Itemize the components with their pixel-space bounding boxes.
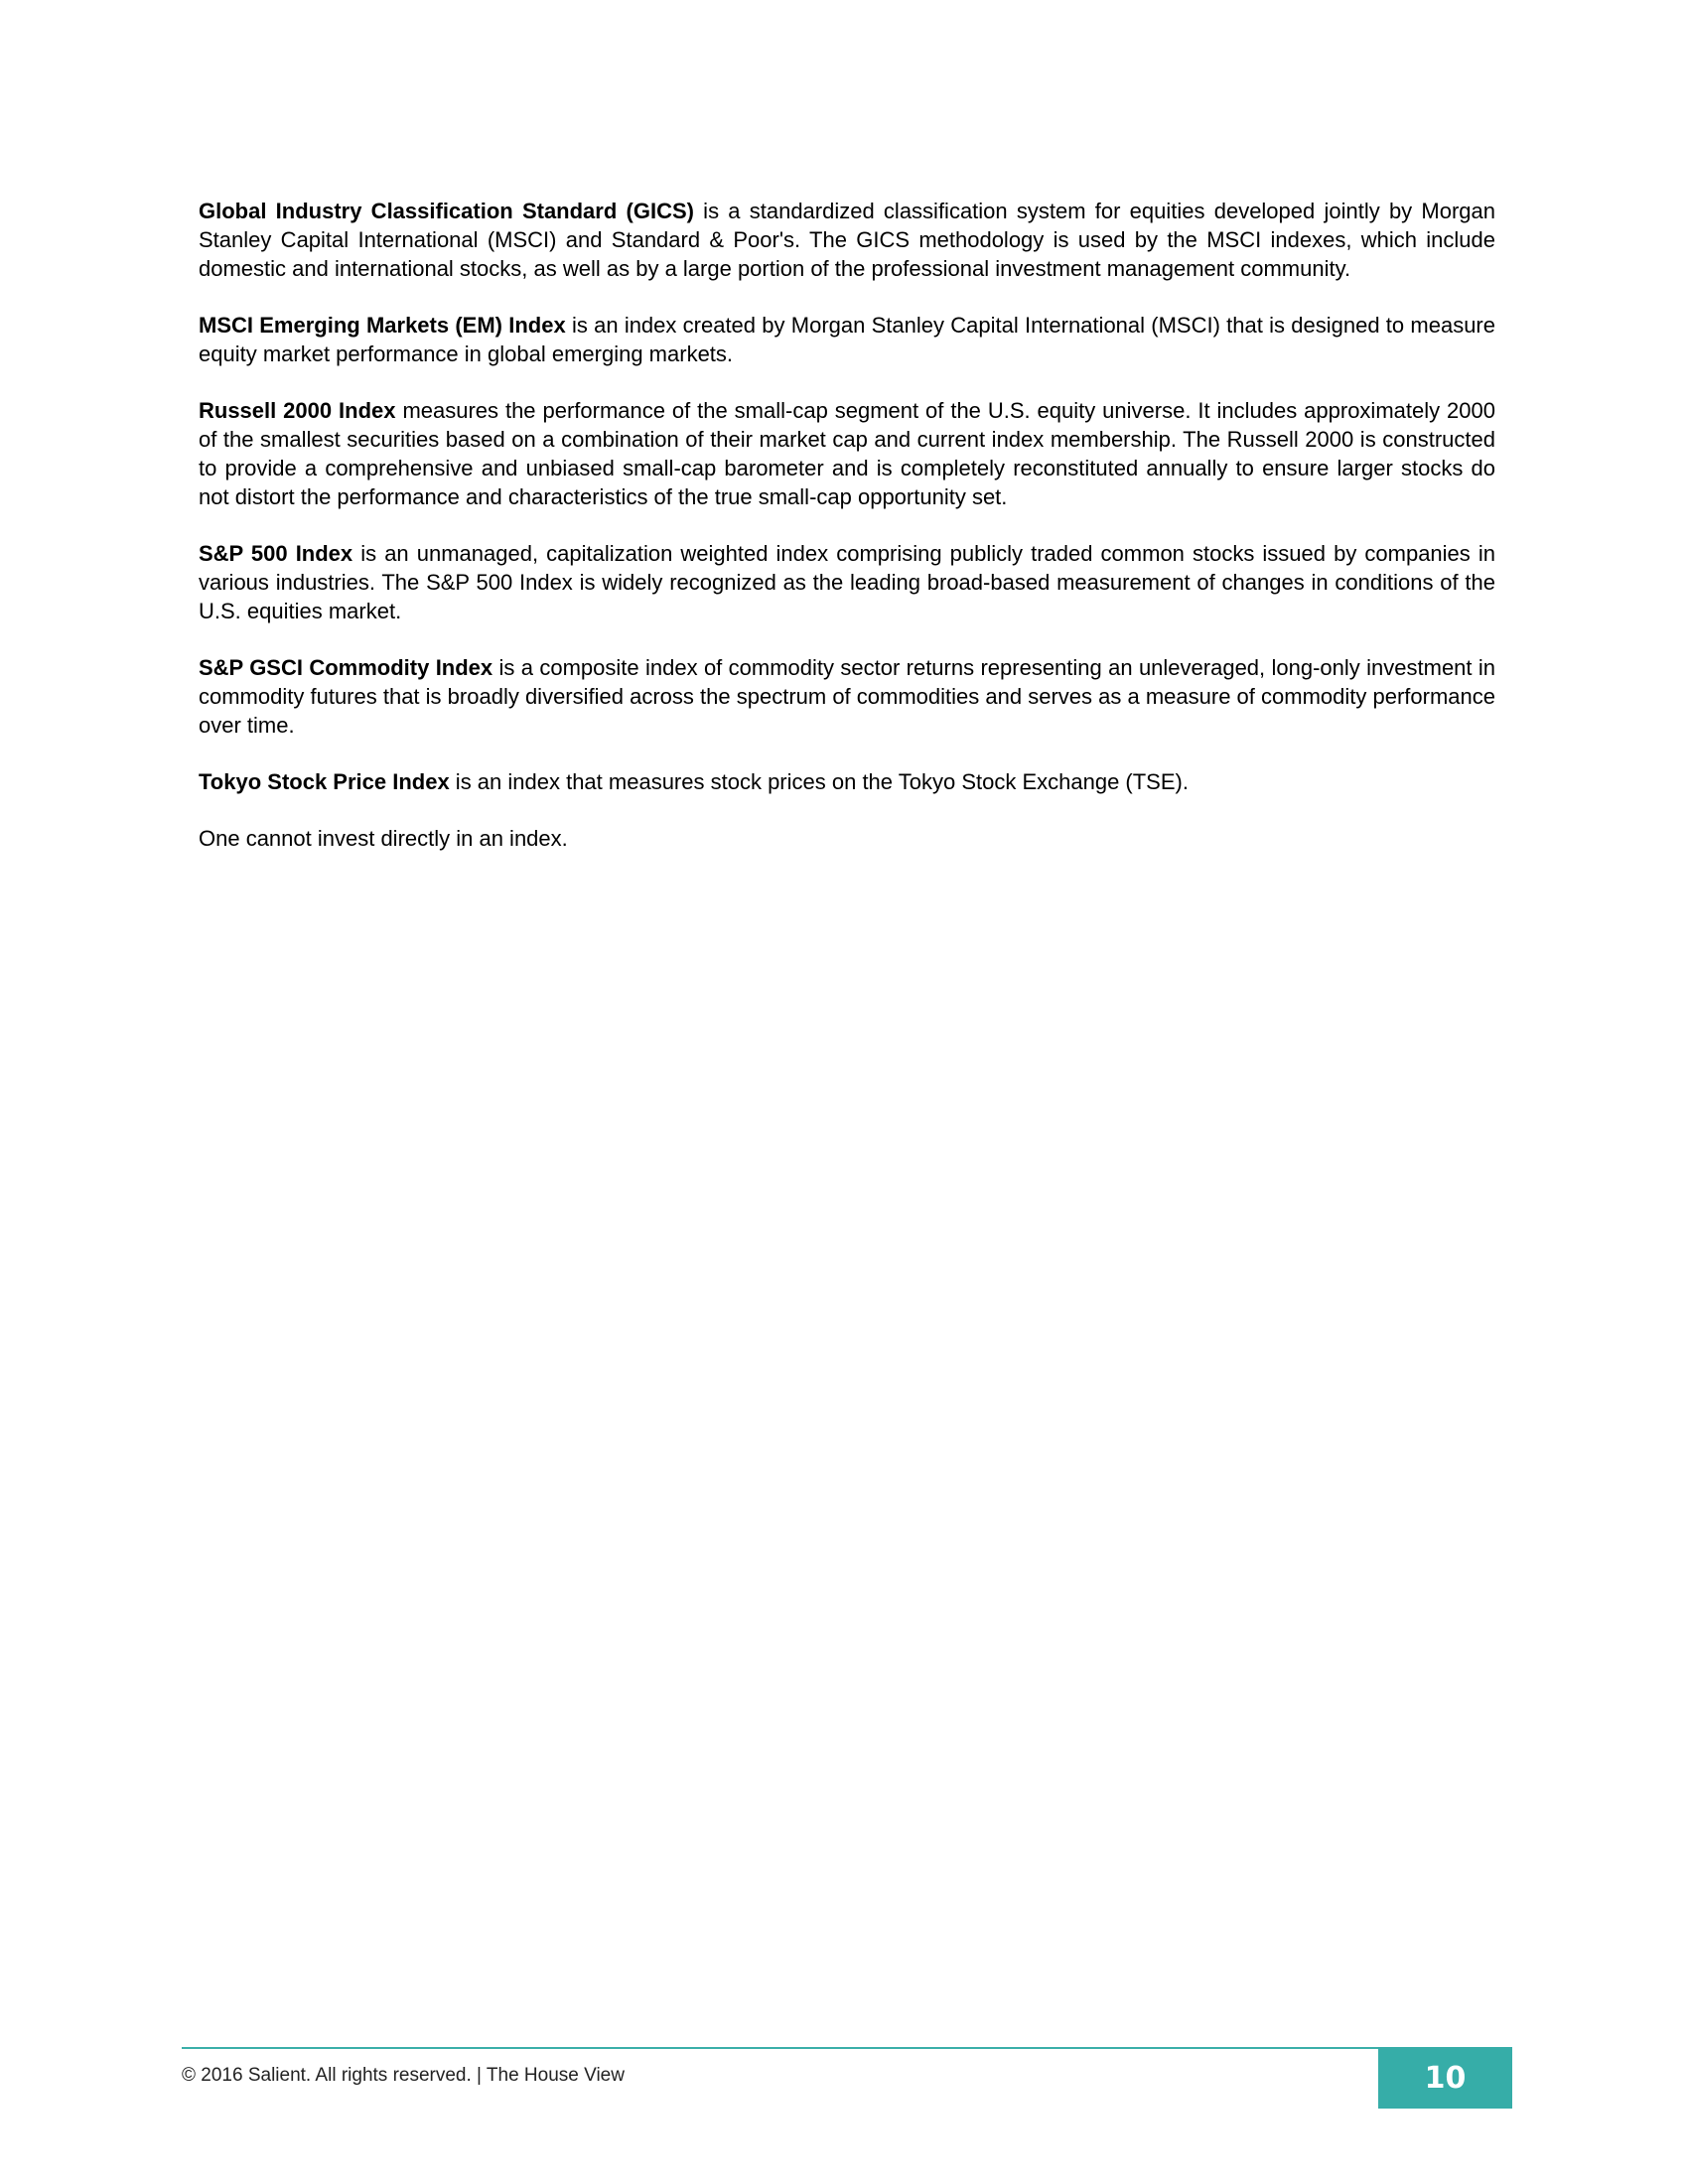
definition-term: Global Industry Classification Standard (GICS): [199, 199, 694, 223]
page-number: 10: [1424, 2060, 1467, 2096]
definition-term: Tokyo Stock Price Index: [199, 769, 450, 794]
definition-term: MSCI Emerging Markets (EM) Index: [199, 313, 566, 338]
footer-copyright: © 2016 Salient. All rights reserved. | The House View: [182, 2065, 625, 2086]
closing-note: One cannot invest directly in an index.: [199, 826, 568, 851]
definition-russell-2000: [199, 396, 1495, 511]
definition-text: measures the performance of the small-cap segment of the U.S. equity universe. It includes approximately 2000 of the smallest securities based on a combination of their market cap and current index membership. The Russell 2000 is constructed to provide a comprehensive and unbiased small-cap barometer and is completely reconstituted annually to ensure larger stocks do not distort the performance and characteristics of the true small-cap opportunity set.: [199, 398, 1495, 509]
definition-term: S&P 500 Index: [199, 541, 353, 566]
definition-text: is a composite index of commodity sector returns representing an unleveraged, long-only investment in commodity futures that is broadly diversified across the spectrum of commodities and serves as a measure of commodity performance over time.: [199, 655, 1496, 738]
definition-sp500: [199, 539, 1495, 625]
definition-text: is an index created by Morgan Stanley Capital International (MSCI) that is designed to measure equity market performance in global emerging markets.: [199, 313, 1495, 366]
definition-text: is an index that measures stock prices on the Tokyo Stock Exchange (TSE).: [449, 769, 1189, 794]
definition-term: S&P GSCI Commodity Index: [199, 655, 493, 680]
definitions-section: [199, 197, 1495, 881]
definition-gics: [199, 197, 1495, 283]
definition-msci-em: [199, 311, 1495, 368]
definition-text: is a standardized classification system for equities developed jointly by Morgan Stanley Capital International (MSCI) and Standard & Poor's. The GICS methodology is used by the MSCI indexes, which include domestic and international stocks, as well as by a large portion of the professional investment management community.: [199, 199, 1495, 281]
definition-topix: [199, 767, 1495, 796]
definition-text: is an unmanaged, capitalization weighted index comprising publicly traded common stocks issued by companies in various industries. The S&P 500 Index is widely recognized as the leading broad-based measurement of changes in conditions of the U.S. equities market.: [199, 541, 1495, 623]
footer-divider: [182, 2047, 1512, 2049]
definition-sp-gsci: [199, 653, 1495, 740]
definition-term: Russell 2000 Index: [199, 398, 396, 423]
page-number-badge: [1378, 2047, 1512, 2109]
